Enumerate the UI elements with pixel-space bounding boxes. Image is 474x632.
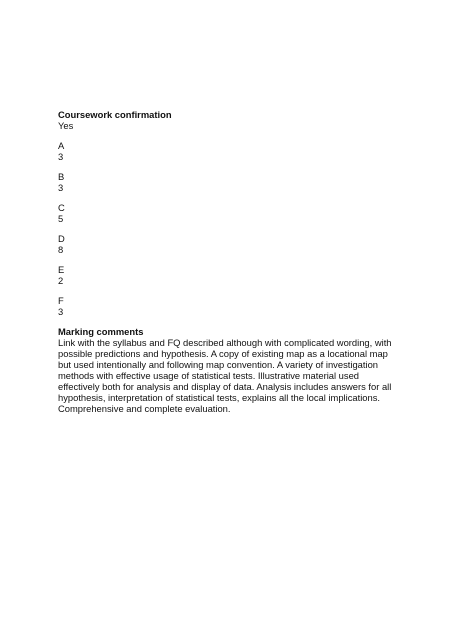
marking-comments-section bbox=[58, 326, 418, 414]
criterion-a bbox=[58, 140, 418, 162]
coursework-confirmation-section bbox=[58, 109, 418, 131]
criterion-letter: F bbox=[58, 295, 64, 306]
criterion-letter: E bbox=[58, 264, 65, 275]
criterion-score: 8 bbox=[58, 244, 64, 255]
coursework-confirmation-value: Yes bbox=[58, 120, 74, 131]
criterion-e bbox=[58, 264, 418, 286]
criterion-c bbox=[58, 202, 418, 224]
criterion-score: 5 bbox=[58, 213, 64, 224]
marking-comments-text: Link with the syllabus and FQ described although with complicated wording, with possible predictions and hypothesis. A copy of existing map as a locational map but used intentionally and following map convention. A variety of investigation methods with effective usage of statistical tests. Illustrative material used effectively both for analysis and display of data. Analysis includes answers for all hypothesis, interpretation of statistical tests, explains all the local implications. Comprehensive and complete evaluation. bbox=[58, 337, 392, 414]
coursework-confirmation-label: Coursework confirmation bbox=[58, 109, 172, 120]
criterion-letter: C bbox=[58, 202, 65, 213]
document-page bbox=[58, 109, 418, 414]
criterion-d bbox=[58, 233, 418, 255]
criterion-score: 3 bbox=[58, 151, 64, 162]
criterion-score: 3 bbox=[58, 306, 64, 317]
criterion-letter: B bbox=[58, 171, 65, 182]
criterion-b bbox=[58, 171, 418, 193]
criterion-letter: D bbox=[58, 233, 65, 244]
criterion-score: 3 bbox=[58, 182, 64, 193]
criterion-f bbox=[58, 295, 418, 317]
marking-comments-label: Marking comments bbox=[58, 326, 144, 337]
criterion-score: 2 bbox=[58, 275, 64, 286]
criterion-letter: A bbox=[58, 140, 65, 151]
